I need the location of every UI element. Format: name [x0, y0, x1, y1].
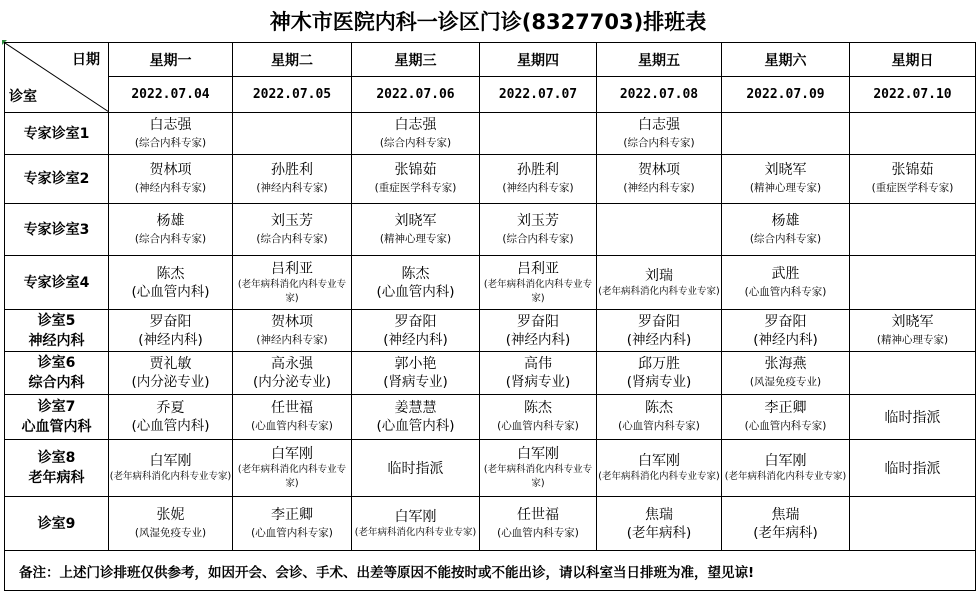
doctor-name: 刘晓军	[891, 313, 934, 330]
room-label	[5, 310, 109, 352]
schedule-row	[5, 395, 976, 440]
doctor-specialty: (神经内科)	[505, 331, 571, 348]
schedule-cell	[480, 352, 597, 395]
schedule-cell	[352, 395, 480, 440]
day-name: 星期五	[597, 43, 722, 77]
schedule-cell	[597, 113, 722, 155]
room-label-line: 老年病科	[28, 470, 85, 486]
schedule-cell	[722, 497, 850, 551]
schedule-cell	[352, 352, 480, 395]
schedule-cell	[233, 113, 352, 155]
doctor-name: 吕利亚	[271, 260, 313, 277]
schedule-cell	[480, 497, 597, 551]
schedule-cell	[233, 440, 352, 497]
schedule-cell	[850, 256, 976, 310]
room-label-line: 诊室5	[37, 312, 76, 329]
doctor-name: 焦瑞	[645, 506, 673, 523]
doctor-specialty: (重症医学科专家)	[871, 182, 954, 194]
schedule-cell	[480, 395, 597, 440]
schedule-cell	[352, 113, 480, 155]
schedule-cell	[850, 395, 976, 440]
schedule-table	[4, 42, 976, 591]
schedule-row	[5, 440, 976, 497]
schedule-cell	[233, 155, 352, 204]
doctor-specialty: (心血管内科专家)	[251, 526, 333, 539]
schedule-cell	[722, 256, 850, 310]
note-row	[5, 551, 976, 591]
doctor-specialty: (神经内科专家)	[256, 182, 328, 194]
doctor-name: 乔夏	[156, 400, 185, 416]
schedule-cell	[109, 155, 233, 204]
room-label-line: 诊室6	[37, 355, 76, 371]
doctor-specialty: (精神心理专家)	[876, 333, 949, 346]
schedule-row	[5, 204, 976, 256]
doctor-specialty: (综合内科专家)	[134, 232, 207, 245]
doctor-name: 贺林项	[638, 162, 680, 178]
room-label	[5, 497, 109, 551]
doctor-specialty: (老年病科消化内科专业专家)	[724, 471, 847, 482]
doctor-name: 任世福	[271, 400, 313, 416]
day-date: 2022.07.10	[850, 77, 976, 113]
doctor-specialty: (心血管内科)	[376, 283, 455, 300]
day-date: 2022.07.06	[352, 77, 480, 113]
doctor-specialty: (神经内科专家)	[502, 182, 574, 194]
doctor-name: 刘晓军	[764, 162, 807, 178]
room-label	[5, 256, 109, 310]
room-label-line: 专家诊室4	[23, 274, 90, 291]
footer-note: 备注：上述门诊排班仅供参考，如因开会、会诊、手术、出差等原因不能按时或不能出诊，请以科室当日排班为准，望见谅!	[5, 551, 976, 591]
schedule-cell	[109, 497, 233, 551]
doctor-name: 罗奋阳	[638, 313, 680, 330]
doctor-specialty: (心血管内科专家)	[744, 285, 827, 298]
doctor-name: 白军刚	[149, 453, 192, 469]
schedule-cell	[850, 204, 976, 256]
doctor-name: 贺林项	[149, 162, 192, 178]
schedule-cell	[597, 256, 722, 310]
day-date: 2022.07.05	[233, 77, 352, 113]
schedule-cell	[233, 352, 352, 395]
day-date: 2022.07.04	[109, 77, 233, 113]
day-date: 2022.07.07	[480, 77, 597, 113]
schedule-cell	[352, 497, 480, 551]
room-label	[5, 155, 109, 204]
schedule-cell	[480, 113, 597, 155]
doctor-name: 高伟	[524, 356, 552, 372]
doctor-name: 白军刚	[764, 453, 807, 469]
page-title: 神木市医院内科一诊区门诊(8327703)排班表	[269, 10, 707, 34]
doctor-specialty: (综合内科专家)	[502, 232, 574, 245]
room-label	[5, 204, 109, 256]
schedule-cell	[850, 440, 976, 497]
doctor-specialty: (老年病科消化内科专业专家)	[483, 464, 593, 489]
room-label-line: 诊室9	[37, 515, 76, 532]
doctor-specialty: (内分泌专业)	[252, 374, 332, 390]
room-label-line: 心血管内科	[21, 419, 92, 435]
schedule-cell	[480, 155, 597, 204]
schedule-cell	[597, 352, 722, 395]
doctor-name: 贺林项	[271, 313, 313, 330]
schedule-cell	[722, 155, 850, 204]
doctor-name: 姜慧慧	[394, 400, 437, 416]
schedule-cell	[233, 256, 352, 310]
doctor-name: 张锦茹	[891, 162, 934, 178]
room-label	[5, 113, 109, 155]
doctor-name: 孙胜利	[517, 162, 559, 178]
schedule-cell	[722, 310, 850, 352]
doctor-name: 武胜	[771, 265, 800, 282]
schedule-cell	[597, 440, 722, 497]
doctor-specialty: (老年病科消化内科专业专家)	[237, 464, 347, 489]
schedule-cell	[480, 440, 597, 497]
day-name: 星期六	[722, 43, 850, 77]
doctor-name: 任世福	[517, 506, 559, 523]
doctor-specialty: (神经内科专家)	[134, 182, 207, 194]
doctor-name: 孙胜利	[271, 162, 313, 178]
schedule-cell	[597, 310, 722, 352]
doctor-name: 李正卿	[271, 506, 313, 523]
doctor-specialty: (心血管内科专家)	[744, 420, 827, 432]
doctor-name: 张海燕	[764, 356, 807, 372]
doctor-name: 白志强	[638, 116, 680, 133]
doctor-specialty: (老年病科消化内科专业专家)	[354, 526, 477, 538]
schedule-cell	[233, 204, 352, 256]
doctor-name: 刘玉芳	[271, 212, 313, 229]
room-label-line: 神经内科	[28, 332, 85, 349]
day-name: 星期三	[352, 43, 480, 77]
doctor-specialty: (综合内科专家)	[623, 136, 695, 149]
schedule-cell	[109, 310, 233, 352]
doctor-name: 贾礼敏	[149, 356, 192, 372]
schedule-cell	[233, 310, 352, 352]
doctor-name: 罗奋阳	[517, 313, 559, 330]
doctor-name: 高永强	[271, 356, 313, 372]
room-label-line: 诊室8	[37, 450, 76, 466]
doctor-specialty: (内分泌专业)	[131, 374, 210, 390]
doctor-name: 焦瑞	[771, 506, 800, 523]
doctor-specialty: (肾病专业)	[505, 374, 571, 390]
doctor-specialty: (神经内科)	[138, 331, 203, 348]
doctor-name: 吕利亚	[517, 260, 559, 277]
doctor-name: 白军刚	[517, 446, 559, 462]
day-date: 2022.07.08	[597, 77, 722, 113]
doctor-specialty: (老年病科消化内科专业专家)	[598, 285, 720, 297]
schedule-cell	[109, 395, 233, 440]
doctor-specialty: (综合内科专家)	[379, 136, 452, 149]
schedule-cell	[352, 204, 480, 256]
doctor-name: 白军刚	[271, 446, 313, 462]
doctor-name: 罗奋阳	[394, 313, 437, 330]
schedule-cell	[109, 256, 233, 310]
doctor-specialty: (精神心理专家)	[749, 182, 822, 194]
doctor-specialty: (综合内科专家)	[134, 136, 207, 149]
doctor-specialty: (神经内科)	[626, 331, 692, 348]
header-row-days	[5, 43, 976, 77]
doctor-name: 刘晓军	[394, 212, 437, 229]
schedule-row	[5, 310, 976, 352]
doctor-name: 白志强	[149, 116, 192, 133]
room-label-line: 专家诊室2	[23, 171, 90, 187]
doctor-specialty: (神经内科专家)	[623, 182, 695, 194]
schedule-cell	[480, 310, 597, 352]
doctor-name: 陈杰	[156, 265, 185, 282]
schedule-cell	[109, 352, 233, 395]
corner-date-label: 日期	[72, 52, 100, 68]
doctor-name: 张妮	[156, 506, 185, 523]
schedule-cell	[722, 204, 850, 256]
doctor-name: 白志强	[394, 116, 437, 133]
room-label	[5, 440, 109, 497]
doctor-name: 陈杰	[401, 265, 430, 282]
room-label-line: 专家诊室1	[23, 125, 90, 142]
doctor-specialty: (神经内科专家)	[256, 333, 328, 346]
doctor-name: 邱万胜	[638, 356, 680, 372]
doctor-name: 罗奋阳	[149, 313, 192, 330]
day-date: 2022.07.09	[722, 77, 850, 113]
day-name: 星期日	[850, 43, 976, 77]
doctor-name: 白军刚	[638, 453, 680, 469]
day-name: 星期一	[109, 43, 233, 77]
doctor-specialty: (老年病科)	[626, 524, 692, 541]
doctor-specialty: (心血管内科专家)	[251, 420, 333, 432]
schedule-cell	[850, 310, 976, 352]
doctor-specialty: (神经内科)	[753, 331, 818, 348]
schedule-cell	[352, 256, 480, 310]
schedule-row	[5, 256, 976, 310]
day-name: 星期二	[233, 43, 352, 77]
doctor-specialty: (神经内科)	[383, 331, 448, 348]
doctor-specialty: (精神心理专家)	[379, 232, 452, 245]
schedule-cell	[109, 204, 233, 256]
doctor-specialty: (心血管内科)	[376, 418, 455, 434]
doctor-specialty: (重症医学科专家)	[374, 182, 457, 194]
assignment-text: 临时指派	[387, 461, 444, 477]
schedule-cell	[109, 440, 233, 497]
schedule-cell	[597, 204, 722, 256]
schedule-cell	[850, 155, 976, 204]
doctor-name: 刘瑞	[645, 267, 673, 284]
doctor-specialty: (老年病科消化内科专业专家)	[237, 278, 347, 304]
room-label-line: 专家诊室3	[23, 221, 90, 238]
doctor-name: 陈杰	[645, 400, 673, 416]
day-name: 星期四	[480, 43, 597, 77]
doctor-specialty: (心血管内科)	[131, 283, 210, 300]
schedule-cell	[850, 352, 976, 395]
schedule-row	[5, 497, 976, 551]
schedule-cell	[352, 310, 480, 352]
doctor-name: 罗奋阳	[764, 313, 807, 330]
schedule-cell	[352, 155, 480, 204]
doctor-specialty: (老年病科)	[753, 524, 818, 541]
corner-cell	[5, 43, 109, 113]
doctor-specialty: (心血管内科专家)	[497, 526, 579, 539]
doctor-specialty: (心血管内科专家)	[497, 420, 579, 432]
schedule-cell	[352, 440, 480, 497]
doctor-specialty: (风湿免疫专业)	[134, 526, 207, 539]
schedule-cell	[722, 440, 850, 497]
doctor-specialty: (心血管内科专家)	[618, 420, 700, 432]
schedule-cell	[480, 256, 597, 310]
room-label	[5, 395, 109, 440]
schedule-cell	[850, 113, 976, 155]
room-label-line: 诊室7	[37, 399, 76, 415]
doctor-specialty: (老年病科消化内科专业专家)	[598, 471, 720, 482]
schedule-cell	[233, 395, 352, 440]
doctor-specialty: (综合内科专家)	[749, 232, 822, 245]
doctor-specialty: (肾病专业)	[626, 374, 692, 390]
doctor-name: 杨雄	[156, 212, 185, 229]
schedule-cell	[597, 155, 722, 204]
schedule-cell	[597, 395, 722, 440]
doctor-specialty: (综合内科专家)	[256, 232, 328, 245]
room-label	[5, 352, 109, 395]
schedule-cell	[850, 497, 976, 551]
schedule-row	[5, 352, 976, 395]
doctor-specialty: (心血管内科)	[131, 418, 210, 434]
header-row-dates	[5, 77, 976, 113]
doctor-name: 陈杰	[524, 400, 552, 416]
doctor-name: 张锦茹	[394, 162, 437, 178]
schedule-cell	[109, 113, 233, 155]
corner-room-label: 诊室	[9, 89, 37, 105]
schedule-cell	[233, 497, 352, 551]
assignment-text: 临时指派	[884, 461, 941, 477]
schedule-cell	[597, 497, 722, 551]
doctor-name: 李正卿	[764, 400, 807, 416]
doctor-name: 杨雄	[771, 212, 800, 229]
doctor-name: 郭小艳	[394, 356, 437, 372]
schedule-cell	[722, 352, 850, 395]
room-label-line: 综合内科	[28, 375, 85, 391]
schedule-cell	[480, 204, 597, 256]
doctor-specialty: (风湿免疫专业)	[749, 376, 822, 388]
doctor-specialty: (肾病专业)	[383, 374, 448, 390]
doctor-name: 刘玉芳	[517, 212, 559, 229]
schedule-row	[5, 113, 976, 155]
doctor-specialty: (老年病科消化内科专业专家)	[109, 471, 232, 482]
schedule-cell	[722, 113, 850, 155]
schedule-cell	[722, 395, 850, 440]
doctor-name: 白军刚	[394, 508, 437, 525]
doctor-specialty: (老年病科消化内科专业专家)	[483, 278, 593, 304]
assignment-text: 临时指派	[884, 410, 941, 426]
schedule-row	[5, 155, 976, 204]
